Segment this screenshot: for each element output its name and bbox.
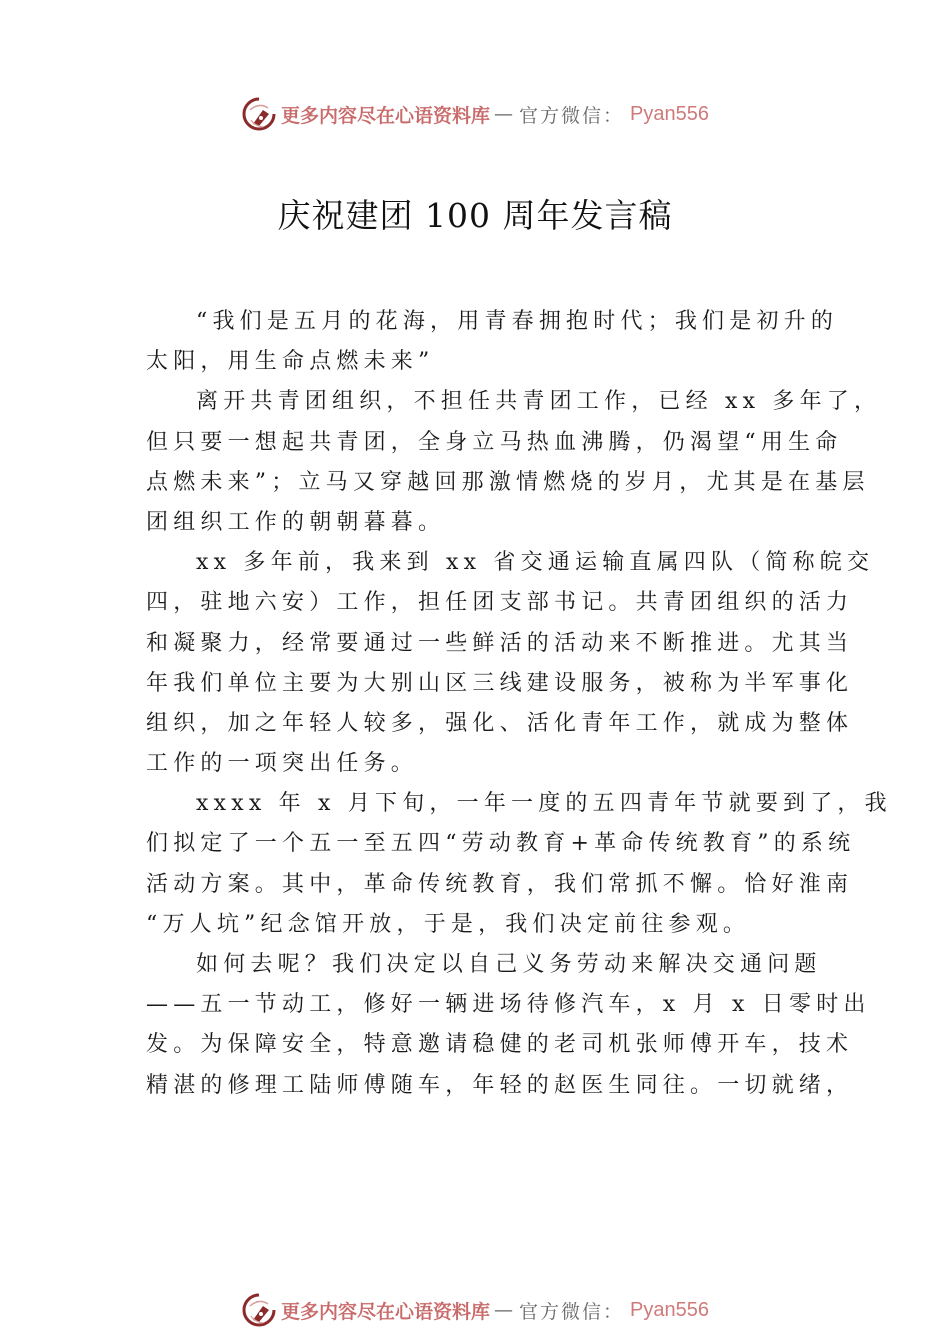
text-line: 精湛的修理工陆师傅随车，年轻的赵医生同往。一切就绪， [146,1072,854,1098]
watermark-wechat-id: Pyan556 [630,102,709,125]
paragraph-1 [146,302,839,382]
text-line: 太阳，用生命点燃未来” [146,349,435,375]
text-line: xxxx 年 x 月下旬，一年一度的五四青年节就要到了，我 [196,791,892,817]
text-line: 四，驻地六安）工作，担任团支部书记。共青团组织的活力 [146,590,854,616]
text-line: 和凝聚力，经常要通过一些鲜活的活动来不断推进。尤其当 [146,630,854,656]
pen-nib-circle-logo-icon [241,1292,277,1328]
text-line: ——五一节动工，修好一辆进场待修汽车，x 月 x 日零时出 [146,992,871,1018]
watermark-dash: — [494,1299,516,1321]
paragraph-4 [146,784,892,945]
text-line: 活动方案。其中，革命传统教育，我们常抓不懈。恰好淮南 [146,871,854,897]
header-watermark [0,94,950,134]
text-line: 年我们单位主要为大别山区三线建设服务，被称为半军事化 [146,670,854,696]
text-line: 工作的一项突出任务。 [146,751,419,777]
text-line: 团组织工作的朝朝暮暮。 [146,509,446,535]
text-line: “我们是五月的花海，用青春拥抱时代；我们是初升的 [196,309,839,334]
watermark-site-text: 更多内容尽在心语资料库 [281,1300,491,1323]
watermark-wechat-label: 官方微信： [519,104,625,127]
text-line: 发。为保障安全，特意邀请稳健的老司机张师傅开车，技术 [146,1032,854,1058]
text-line: 如何去呢？我们决定以自己义务劳动来解决交通问题 [196,952,822,977]
document-title: 庆祝建团 100 周年发言稿 [277,196,673,235]
text-line: 但只要一想起共青团，全身立马热血沸腾，仍渴望“用生命 [146,429,843,455]
pen-nib-circle-logo-icon [241,96,277,132]
paragraph-3 [146,543,875,784]
watermark-wechat-label: 官方微信： [519,1300,625,1323]
footer-watermark [0,1290,950,1330]
text-line: 组织，加之年轻人较多，强化、活化青年工作，就成为整体 [146,710,854,736]
text-line: 点燃未来”；立马又穿越回那激情燃烧的岁月，尤其是在基层 [146,469,870,495]
text-line: “万人坑”纪念馆开放，于是，我们决定前往参观。 [146,911,751,937]
paragraph-2 [146,382,882,543]
text-line: 们拟定了一个五一至五四“劳动教育+革命传统教育”的系统 [146,831,856,857]
paragraph-5 [146,945,871,1106]
watermark-wechat-id: Pyan556 [630,1298,709,1321]
text-line: xx 多年前，我来到 xx 省交通运输直属四队（简称皖交 [196,550,875,576]
watermark-dash: — [494,103,516,125]
text-line: 离开共青团组织，不担任共青团工作，已经 xx 多年了， [196,389,882,415]
document-body [146,302,892,1106]
watermark-site-text: 更多内容尽在心语资料库 [281,104,491,127]
